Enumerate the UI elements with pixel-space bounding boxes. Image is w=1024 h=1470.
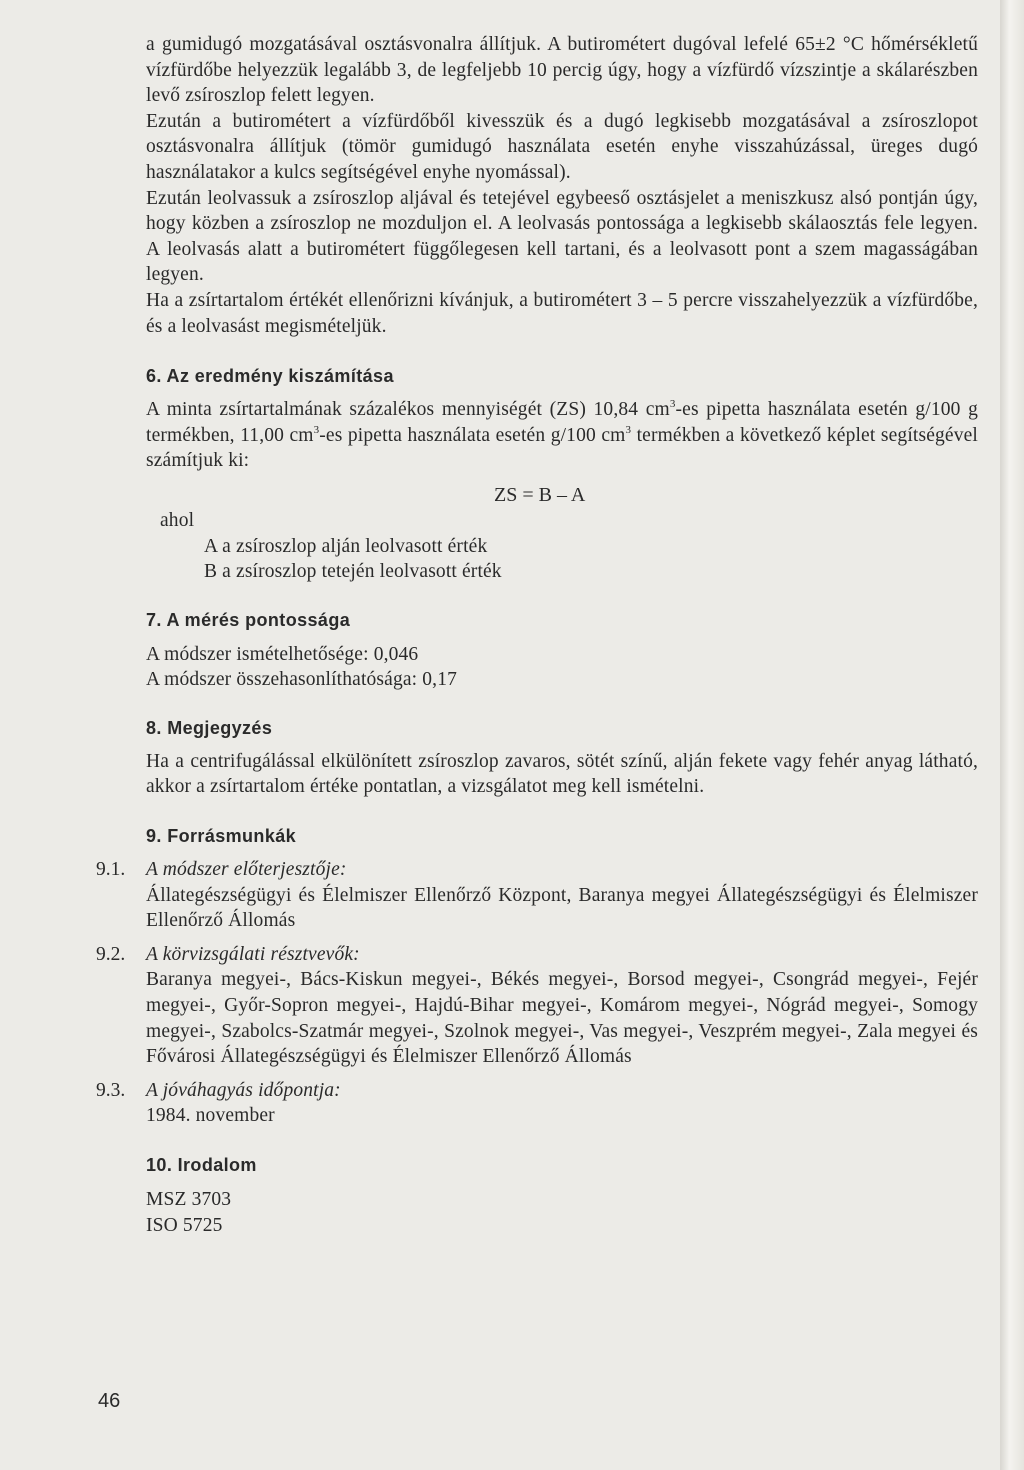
source-item-9-2 [96, 942, 978, 1070]
item-text: Állategészségügyi és Élelmiszer Ellenőrző Központ, Baranya megyei Állategészségügyi és Élelmiszer Ellenőrző Állomás [146, 884, 978, 932]
paragraph-1: a gumidugó mozgatásával osztásvonalra állítjuk. A butirométert dugóval lefelé 65±2 °C hőmérsékletű vízfürdőbe helyezzük legalább 3, de legfeljebb 10 percig úgy, hogy a vízfürdő vízszintje a skálarészben levő zsíroszlop felett legyen. [146, 34, 978, 107]
formula: ZS = B – A [494, 483, 586, 506]
paragraph-2: Ezután a butirométert a vízfürdőből kivesszük és a dugó legkisebb mozgatásával a zsíroszlopot osztásvonalra állítjuk (tömör gumidugó használata esetén enyhe visszahúzással, üreges dugó használatakor a kulcs segítségével enyhe nyomással). [146, 110, 978, 183]
paragraph-4: Ha a zsírtartalom értékét ellenőrizni kívánjuk, a butirométert 3 – 5 percre visszahelyezzük a vízfürdőbe, és a leolvasást megismételjük. [146, 289, 978, 337]
reference-msz: MSZ 3703 [146, 1189, 232, 1210]
section-10-heading: 10. Irodalom [146, 1155, 257, 1175]
section-8-heading: 8. Megjegyzés [146, 717, 273, 738]
section-7-heading: 7. A mérés pontossága [146, 609, 351, 630]
section-6-text: A minta zsírtartalmának százalékos mennyiségét (ZS) 10,84 $cm^3-es$ pipetta használata esetén g/100 g termékben, 11,00 $cm^3-es$ pipetta használata esetén g/100 $cm^3$ termékben a következő képlet segítségével számítjuk ki: [146, 398, 978, 472]
item-number: 9.2. [96, 943, 126, 965]
item-label: A módszer előterjesztője: [146, 859, 347, 881]
item-label: A körvizsgálati résztvevők: [146, 943, 360, 965]
paragraph-3: Ezután leolvassuk a zsíroszlop aljával és tetejével egybeeső osztásjelet a meniszkusz alsó pontján úgy, hogy közben a zsíroszlop ne mozduljon el. A leolvasás pontossága a legkisebb skálaosztás fele legyen. A leolvasás alatt a butirométert függőlegesen kell tartani, és a leolvasott pont a szem magasságában legyen. [146, 187, 978, 286]
item-number: 9.3. [96, 1079, 126, 1101]
reproducibility-line: A módszer összehasonlíthatósága: 0,17 [146, 669, 457, 691]
item-number: 9.1. [96, 859, 126, 881]
section-9-heading: 9. Forrásmunkák [146, 826, 297, 847]
where-label: ahol [160, 509, 195, 531]
page-number: 46 [98, 1390, 121, 1412]
section-8-text: Ha a centrifugálással elkülönített zsíroszlop zavaros, sötét színű, alján fekete vagy fehér anyag látható, akkor a zsírtartalom értéke pontatlan, a vizsgálatot meg kell ismételni. [146, 750, 978, 798]
section-6-heading: 6. Az eredmény kiszámítása [146, 366, 394, 387]
source-item-9-1 [96, 857, 978, 934]
definition-a: A a zsíroszlop alján leolvasott érték [204, 535, 488, 557]
reference-iso: ISO 5725 [146, 1214, 223, 1236]
item-text: Baranya megyei-, Bács-Kiskun megyei-, Békés megyei-, Borsod megyei-, Csongrád megyei-, Fejér megyei-, Győr-Sopron megyei-, Hajdú-Bihar megyei-, Komárom megyei-, Nógrád megyei-, Somogy megyei-, Szabolcs-Szatmár megyei-, Szolnok megyei-, Vas megyei-, Veszprém megyei-, Zala megyei és Fővárosi Állategészségügyi és Élelmiszer Ellenőrző Állomás [146, 969, 978, 1068]
definition-b: B a zsíroszlop tetején leolvasott érték [204, 561, 502, 583]
page-edge-shadow [1000, 0, 1024, 1470]
item-label: A jóváhagyás időpontja: [146, 1079, 341, 1101]
repeatability-line: A módszer ismételhetősége: 0,046 [146, 643, 419, 665]
item-text: 1984. november [146, 1105, 275, 1127]
source-item-9-3 [96, 1078, 978, 1129]
document-body [96, 32, 978, 1238]
